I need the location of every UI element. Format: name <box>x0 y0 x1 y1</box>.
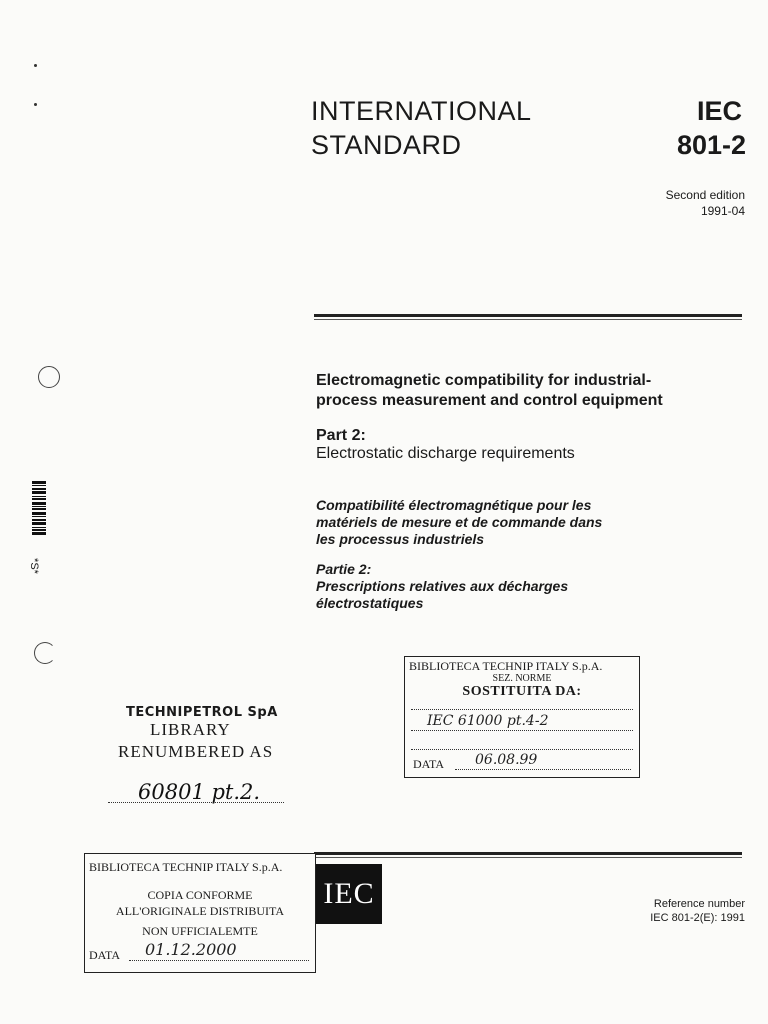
replacement-date-label: DATA <box>413 757 445 771</box>
top-rule <box>314 314 742 317</box>
bottom-rule-thin <box>314 857 742 858</box>
copy-stamp <box>84 853 316 973</box>
reference-number: IEC 801-2(E): 1991 <box>650 912 745 924</box>
replacement-stamp-org: BIBLIOTECA TECHNIP ITALY S.p.A. <box>409 659 603 673</box>
replacement-stamp-line <box>411 709 633 710</box>
copy-handwritten-date: 01.12.2000 <box>145 940 237 959</box>
library-handwritten-number: 60801 pt.2. <box>138 780 261 804</box>
french-title-line2: matériels de mesure et de commande dans <box>316 514 603 530</box>
standard-code-line1: IEC <box>696 96 742 126</box>
french-title-line1: Compatibilité électromagnétique pour les <box>316 497 592 513</box>
replacement-stamp <box>404 656 640 778</box>
copy-stamp-line3: NON UFFICIALEMTE <box>142 924 258 938</box>
edition-date: 1991-04 <box>700 204 745 218</box>
french-part-title-line2: électrostatiques <box>316 595 424 611</box>
copy-stamp-org: BIBLIOTECA TECHNIP ITALY S.p.A. <box>89 860 283 874</box>
scan-speck <box>34 64 37 67</box>
french-title-line3: les processus industriels <box>316 531 485 547</box>
library-stamp-company: TECHNIPETROL SpA <box>126 705 278 720</box>
standard-code-line2: 801-2 <box>676 130 746 160</box>
side-mark: *S* <box>27 558 40 574</box>
replacement-handwritten-ref: IEC 61000 pt.4-2 <box>427 713 549 729</box>
copy-stamp-line2: ALL'ORIGINALE DISTRIBUITA <box>115 904 285 918</box>
french-part-label: Partie 2: <box>316 561 372 577</box>
replacement-stamp-dept: SEZ. NORME <box>492 673 552 684</box>
document-type-line1: INTERNATIONAL <box>311 96 532 126</box>
copy-stamp-date-line <box>129 960 309 961</box>
replacement-stamp-line <box>411 730 633 731</box>
bottom-rule <box>314 852 742 855</box>
scan-speck <box>34 103 37 106</box>
top-rule-thin <box>314 319 742 320</box>
replacement-stamp-heading: SOSTITUITA DA: <box>462 684 582 699</box>
document-type-line2: STANDARD <box>311 130 462 160</box>
punch-hole <box>38 366 60 388</box>
english-part-label: Part 2: <box>316 427 366 444</box>
edition-label: Second edition <box>665 188 745 202</box>
english-title-line2: process measurement and control equipment <box>316 392 663 409</box>
barcode <box>32 481 46 537</box>
replacement-stamp-line <box>411 749 633 750</box>
library-stamp-library: LIBRARY <box>150 720 231 739</box>
replacement-handwritten-date: 06.08.99 <box>475 752 538 768</box>
iec-logo <box>316 864 382 924</box>
replacement-date-line <box>455 769 631 770</box>
english-part-title: Electrostatic discharge requirements <box>316 445 575 462</box>
english-title-line1: Electromagnetic compatibility for industrial- <box>316 372 652 389</box>
punch-hole <box>34 642 56 664</box>
iec-logo-text: IEC <box>323 877 375 910</box>
reference-label: Reference number <box>653 898 745 910</box>
library-stamp-renumbered: RENUMBERED AS <box>118 742 274 761</box>
copy-stamp-line1: COPIA CONFORME <box>147 888 253 902</box>
french-part-title-line1: Prescriptions relatives aux décharges <box>316 578 569 594</box>
copy-stamp-date-label: DATA <box>89 948 121 962</box>
